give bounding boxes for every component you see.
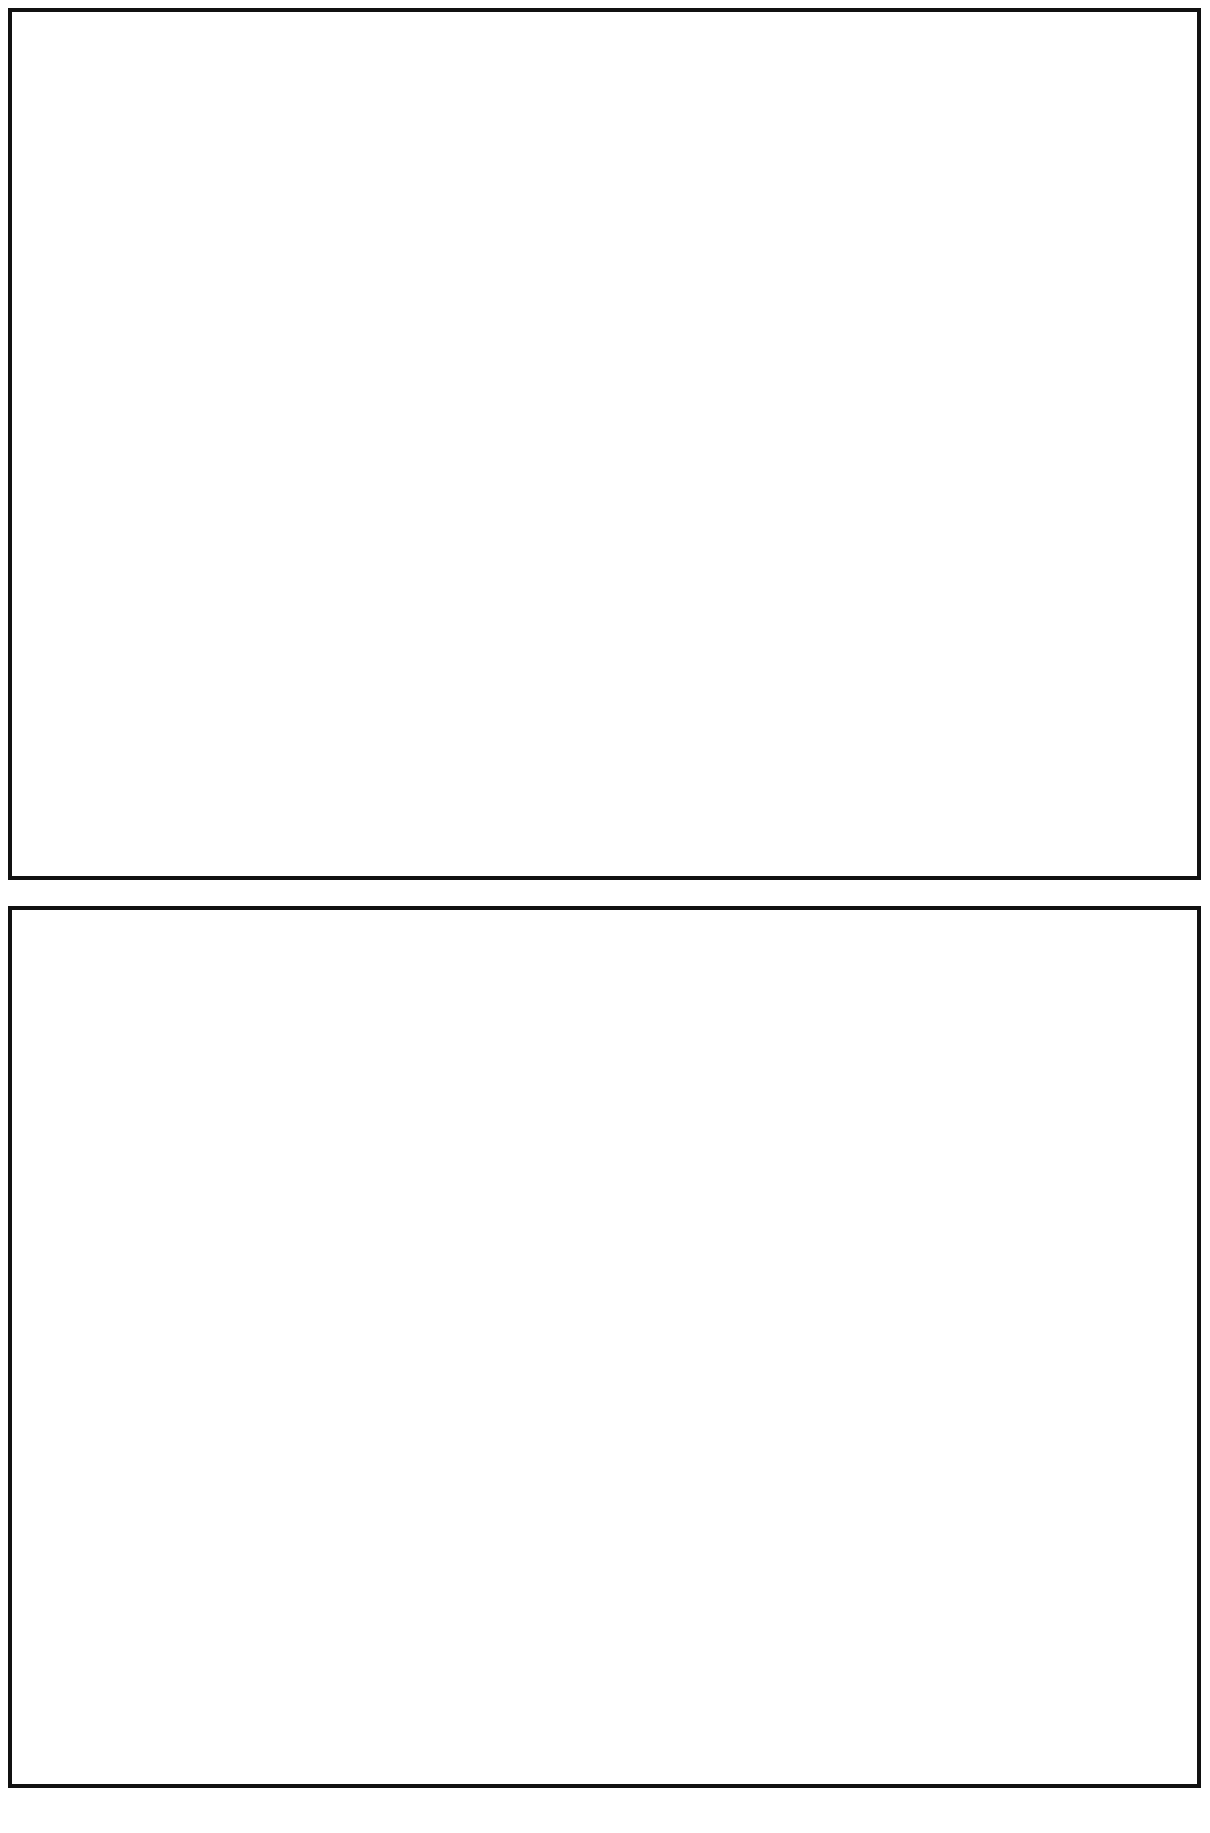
top-columns bbox=[20, 18, 1189, 870]
bottom-columns bbox=[20, 916, 1189, 1778]
top-page bbox=[8, 8, 1201, 880]
bottom-page bbox=[8, 906, 1201, 1788]
